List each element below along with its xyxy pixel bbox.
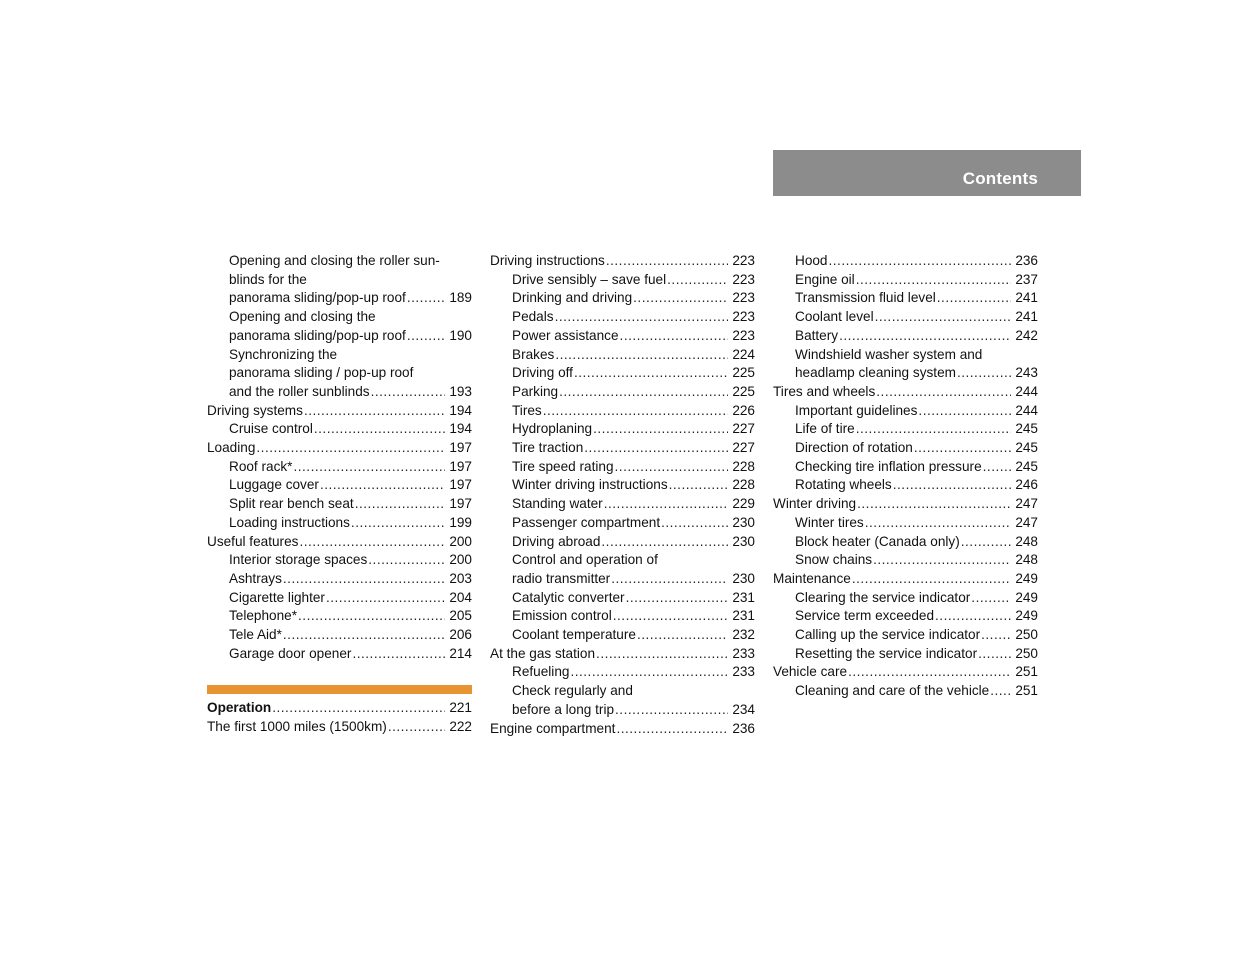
toc-entry-label: and the roller sunblinds bbox=[229, 383, 370, 399]
toc-entry[interactable] bbox=[773, 533, 1038, 552]
toc-entry-label: Emission control bbox=[512, 608, 612, 624]
toc-entry-page-number: 244 bbox=[1015, 383, 1038, 399]
toc-entry-label: Loading instructions bbox=[229, 514, 350, 530]
toc-entry-continuation bbox=[207, 364, 472, 383]
toc-entry-label: Ashtrays bbox=[229, 570, 282, 586]
dot-leader bbox=[848, 663, 1011, 682]
toc-entry[interactable] bbox=[207, 699, 472, 718]
toc-entry-continuation bbox=[490, 551, 755, 570]
toc-entry[interactable] bbox=[490, 570, 755, 589]
toc-entry-page-number: 249 bbox=[1015, 570, 1038, 586]
toc-entry-page-number: 197 bbox=[449, 458, 472, 474]
dot-leader bbox=[256, 439, 445, 458]
toc-entry[interactable] bbox=[490, 589, 755, 608]
dot-leader bbox=[283, 570, 445, 589]
toc-entry-label: Standing water bbox=[512, 496, 603, 512]
toc-entry-label: panorama sliding/pop-up roof bbox=[229, 290, 406, 306]
toc-entry-page-number: 230 bbox=[732, 533, 755, 549]
toc-entry-label: Catalytic converter bbox=[512, 589, 625, 605]
toc-entry-label: Control and operation of bbox=[512, 552, 658, 568]
toc-entry-page-number: 236 bbox=[1015, 253, 1038, 268]
dot-leader bbox=[555, 308, 728, 327]
dot-leader bbox=[584, 439, 728, 458]
toc-entry-label: Calling up the service indicator bbox=[795, 627, 981, 643]
dot-leader bbox=[914, 439, 1011, 458]
toc-entry-page-number: 251 bbox=[1015, 664, 1038, 680]
toc-entry-label: radio transmitter bbox=[512, 570, 611, 586]
toc-entry-page-number: 197 bbox=[449, 496, 472, 512]
toc-entry-continuation bbox=[207, 346, 472, 365]
toc-entry-page-number: 223 bbox=[732, 253, 755, 268]
dot-leader bbox=[611, 570, 728, 589]
toc-entry-page-number: 247 bbox=[1015, 514, 1038, 530]
toc-entry-label: Luggage cover bbox=[229, 477, 319, 493]
toc-entry[interactable] bbox=[773, 252, 1038, 271]
toc-entry[interactable] bbox=[490, 252, 755, 271]
toc-entry[interactable] bbox=[207, 476, 472, 495]
dot-leader bbox=[829, 252, 1012, 271]
dot-leader bbox=[355, 495, 445, 514]
section-divider-operation bbox=[207, 685, 472, 694]
dot-leader bbox=[839, 327, 1011, 346]
toc-entry-page-number: 222 bbox=[449, 719, 472, 735]
dot-leader bbox=[613, 607, 728, 626]
toc-entry[interactable] bbox=[773, 439, 1038, 458]
toc-entry[interactable] bbox=[490, 364, 755, 383]
toc-entry-label: Coolant temperature bbox=[512, 627, 636, 643]
toc-entry[interactable] bbox=[207, 289, 472, 308]
toc-entry-page-number: 241 bbox=[1015, 309, 1038, 325]
toc-entry[interactable] bbox=[773, 364, 1038, 383]
toc-entry-label: Vehicle care bbox=[773, 664, 848, 680]
toc-entry[interactable] bbox=[773, 589, 1038, 608]
toc-entry[interactable] bbox=[773, 458, 1038, 477]
toc-entry-label: Winter driving bbox=[773, 496, 857, 512]
dot-leader bbox=[661, 514, 728, 533]
toc-entry-label: Pedals bbox=[512, 309, 554, 325]
toc-entry[interactable] bbox=[490, 402, 755, 421]
toc-entry-label: Check regularly and bbox=[512, 683, 633, 699]
dot-leader bbox=[352, 645, 445, 664]
toc-entry-label: Life of tire bbox=[795, 421, 855, 437]
toc-entry[interactable] bbox=[773, 308, 1038, 327]
toc-column-1 bbox=[207, 252, 472, 737]
toc-entry-page-number: 199 bbox=[449, 514, 472, 530]
toc-entry-page-number: 223 bbox=[732, 309, 755, 325]
toc-entry-page-number: 223 bbox=[732, 290, 755, 306]
dot-leader bbox=[615, 458, 728, 477]
toc-entry-page-number: 223 bbox=[732, 327, 755, 343]
toc-entry[interactable] bbox=[207, 533, 472, 552]
dot-leader bbox=[326, 589, 445, 608]
dot-leader bbox=[304, 402, 445, 421]
toc-entry-label: Maintenance bbox=[773, 570, 851, 586]
dot-leader bbox=[555, 346, 728, 365]
toc-entry-label: Opening and closing the roller sun- bbox=[229, 253, 440, 268]
toc-entry-label: headlamp cleaning system bbox=[795, 365, 956, 381]
toc-entry-page-number: 214 bbox=[449, 645, 472, 661]
toc-entry[interactable] bbox=[773, 645, 1038, 664]
toc-entry-page-number: 243 bbox=[1015, 365, 1038, 381]
toc-entry-page-number: 206 bbox=[449, 627, 472, 643]
toc-entry-label: Opening and closing the bbox=[229, 309, 376, 325]
dot-leader bbox=[981, 626, 1011, 645]
toc-entry-label: Driving off bbox=[512, 365, 573, 381]
toc-entry-label: Windshield washer system and bbox=[795, 346, 983, 362]
toc-entry-label: Service term exceeded bbox=[795, 608, 935, 624]
toc-entry[interactable] bbox=[490, 383, 755, 402]
toc-entry-label: Transmission fluid level bbox=[795, 290, 936, 306]
toc-entry-page-number: 236 bbox=[732, 720, 755, 736]
toc-entry-label: Loading bbox=[207, 440, 256, 456]
toc-entry[interactable] bbox=[490, 533, 755, 552]
toc-entry-label: Cigarette lighter bbox=[229, 589, 325, 605]
toc-entry-label: Useful features bbox=[207, 533, 299, 549]
toc-entry-page-number: 232 bbox=[732, 627, 755, 643]
toc-entry[interactable] bbox=[773, 607, 1038, 626]
toc-entry-page-number: 223 bbox=[732, 271, 755, 287]
page-title: Contents bbox=[962, 169, 1038, 188]
toc-entry[interactable] bbox=[773, 289, 1038, 308]
dot-leader bbox=[606, 252, 728, 271]
toc-entries bbox=[207, 252, 472, 663]
toc-entry-page-number: 221 bbox=[449, 700, 472, 716]
toc-entry-page-number: 247 bbox=[1015, 496, 1038, 512]
dot-leader bbox=[604, 495, 728, 514]
toc-entry-page-number: 249 bbox=[1015, 589, 1038, 605]
toc-entry-page-number: 204 bbox=[449, 589, 472, 605]
toc-entry-page-number: 228 bbox=[732, 458, 755, 474]
toc-entry-page-number: 224 bbox=[732, 346, 755, 362]
dot-leader bbox=[559, 383, 728, 402]
toc-entry-continuation bbox=[207, 252, 472, 271]
contents-header-bar bbox=[773, 150, 1081, 196]
toc-entry[interactable] bbox=[773, 570, 1038, 589]
toc-entry[interactable] bbox=[773, 476, 1038, 495]
toc-entry-page-number: 242 bbox=[1015, 327, 1038, 343]
toc-entry-label: Brakes bbox=[512, 346, 555, 362]
dot-leader bbox=[593, 420, 728, 439]
toc-entry-label: Battery bbox=[795, 327, 839, 343]
toc-entry-page-number: 203 bbox=[449, 570, 472, 586]
dot-leader bbox=[283, 626, 445, 645]
toc-entry-label: Clearing the service indicator bbox=[795, 589, 971, 605]
toc-entry-label: Tele Aid* bbox=[229, 627, 282, 643]
toc-entry[interactable] bbox=[207, 645, 472, 664]
dot-leader bbox=[368, 551, 445, 570]
toc-entry-page-number: 241 bbox=[1015, 290, 1038, 306]
dot-leader bbox=[893, 476, 1011, 495]
dot-leader bbox=[983, 458, 1011, 477]
toc-entry[interactable] bbox=[773, 420, 1038, 439]
toc-entry-label: Driving abroad bbox=[512, 533, 601, 549]
toc-entry-label: Driving instructions bbox=[490, 253, 605, 268]
toc-entry-page-number: 249 bbox=[1015, 608, 1038, 624]
dot-leader bbox=[616, 720, 728, 739]
dot-leader bbox=[371, 383, 445, 402]
toc-entry[interactable] bbox=[207, 570, 472, 589]
toc-entry-label: Split rear bench seat bbox=[229, 496, 354, 512]
toc-entry-page-number: 194 bbox=[449, 421, 472, 437]
dot-leader bbox=[543, 402, 728, 421]
dot-leader bbox=[298, 607, 445, 626]
dot-leader bbox=[852, 570, 1011, 589]
toc-entry-page-number: 245 bbox=[1015, 458, 1038, 474]
toc-entry-label: Drive sensibly – save fuel bbox=[512, 271, 667, 287]
toc-entry-label: Hydroplaning bbox=[512, 421, 593, 437]
toc-entry[interactable] bbox=[490, 514, 755, 533]
toc-entry-page-number: 230 bbox=[732, 570, 755, 586]
toc-entry-page-number: 189 bbox=[449, 290, 472, 306]
toc-entry-label: Winter tires bbox=[795, 514, 864, 530]
toc-entry-label: blinds for the bbox=[229, 271, 307, 287]
toc-entry-page-number: 190 bbox=[449, 327, 472, 343]
dot-leader bbox=[865, 514, 1011, 533]
toc-entry-page-number: 197 bbox=[449, 477, 472, 493]
toc-entry[interactable] bbox=[490, 420, 755, 439]
toc-entry-label: Drinking and driving bbox=[512, 290, 633, 306]
dot-leader bbox=[620, 327, 728, 346]
dot-leader bbox=[876, 383, 1011, 402]
toc-entry[interactable] bbox=[490, 626, 755, 645]
toc-entry[interactable] bbox=[207, 383, 472, 402]
toc-entry-continuation bbox=[490, 682, 755, 701]
dot-leader bbox=[961, 533, 1011, 552]
toc-entry-page-number: 237 bbox=[1015, 271, 1038, 287]
toc-column-3 bbox=[773, 252, 1038, 701]
toc-entry[interactable] bbox=[207, 607, 472, 626]
toc-entry[interactable] bbox=[773, 402, 1038, 421]
toc-entry-page-number: 225 bbox=[732, 365, 755, 381]
dot-leader bbox=[293, 458, 445, 477]
toc-entry-label: Operation bbox=[207, 700, 272, 716]
dot-leader bbox=[615, 701, 728, 720]
toc-entry-page-number: 200 bbox=[449, 533, 472, 549]
toc-entry[interactable] bbox=[490, 663, 755, 682]
dot-leader bbox=[978, 645, 1011, 664]
toc-entry-label: Driving systems bbox=[207, 402, 303, 418]
toc-entry-label: Garage door opener bbox=[229, 645, 352, 661]
toc-entry[interactable] bbox=[207, 626, 472, 645]
toc-entry-page-number: 245 bbox=[1015, 421, 1038, 437]
dot-leader bbox=[574, 364, 728, 383]
toc-entry[interactable] bbox=[490, 327, 755, 346]
toc-entry-page-number: 244 bbox=[1015, 402, 1038, 418]
dot-leader bbox=[857, 495, 1011, 514]
toc-entry[interactable] bbox=[490, 495, 755, 514]
toc-entry-label: The first 1000 miles (1500km) bbox=[207, 719, 387, 735]
toc-entry[interactable] bbox=[773, 626, 1038, 645]
toc-entry[interactable] bbox=[207, 514, 472, 533]
toc-entry-page-number: 228 bbox=[732, 477, 755, 493]
toc-entry-page-number: 250 bbox=[1015, 627, 1038, 643]
toc-entry[interactable] bbox=[490, 701, 755, 720]
toc-entry-continuation bbox=[773, 346, 1038, 365]
dot-leader bbox=[990, 682, 1011, 701]
toc-entry-page-number: 230 bbox=[732, 514, 755, 530]
toc-entry-page-number: 234 bbox=[732, 701, 755, 717]
toc-entry-label: Tire speed rating bbox=[512, 458, 614, 474]
toc-entry[interactable] bbox=[207, 458, 472, 477]
toc-entries bbox=[490, 252, 755, 738]
dot-leader bbox=[856, 420, 1011, 439]
toc-entry[interactable] bbox=[490, 476, 755, 495]
dot-leader bbox=[351, 514, 445, 533]
toc-entry-label: Tire traction bbox=[512, 440, 584, 456]
toc-section-entries bbox=[207, 699, 472, 736]
toc-entry-label: panorama sliding/pop-up roof bbox=[229, 327, 406, 343]
toc-entry-label: Tires and wheels bbox=[773, 383, 876, 399]
toc-entry-page-number: 193 bbox=[449, 383, 472, 399]
toc-entry[interactable] bbox=[207, 402, 472, 421]
toc-entry-page-number: 229 bbox=[732, 496, 755, 512]
dot-leader bbox=[637, 626, 728, 645]
toc-entry[interactable] bbox=[207, 327, 472, 346]
toc-entry[interactable] bbox=[490, 439, 755, 458]
toc-entry-page-number: 250 bbox=[1015, 645, 1038, 661]
toc-entry[interactable] bbox=[207, 551, 472, 570]
toc-entry[interactable] bbox=[207, 439, 472, 458]
toc-entry-page-number: 231 bbox=[732, 589, 755, 605]
dot-leader bbox=[314, 420, 445, 439]
dot-leader bbox=[856, 271, 1011, 290]
toc-entry-label: Parking bbox=[512, 383, 559, 399]
toc-entry-label: Engine compartment bbox=[490, 720, 616, 736]
toc-entry[interactable] bbox=[773, 551, 1038, 570]
toc-entry-page-number: 251 bbox=[1015, 683, 1038, 699]
dot-leader bbox=[272, 699, 445, 718]
dot-leader bbox=[407, 289, 445, 308]
toc-entry-label: Passenger compartment bbox=[512, 514, 661, 530]
toc-entry[interactable] bbox=[773, 327, 1038, 346]
toc-entry-page-number: 194 bbox=[449, 402, 472, 418]
toc-entry-page-number: 197 bbox=[449, 440, 472, 456]
dot-leader bbox=[633, 289, 728, 308]
toc-entry-page-number: 227 bbox=[732, 440, 755, 456]
toc-entry-label: Cruise control bbox=[229, 421, 313, 437]
toc-entry-page-number: 248 bbox=[1015, 552, 1038, 568]
toc-entry[interactable] bbox=[773, 495, 1038, 514]
toc-entry-page-number: 200 bbox=[449, 552, 472, 568]
toc-entry-label: Refueling bbox=[512, 664, 570, 680]
toc-entry[interactable] bbox=[207, 420, 472, 439]
toc-entry[interactable] bbox=[207, 718, 472, 737]
toc-entry-label: Cleaning and care of the vehicle bbox=[795, 683, 990, 699]
dot-leader bbox=[875, 308, 1011, 327]
toc-entry[interactable] bbox=[490, 458, 755, 477]
toc-entry-continuation bbox=[207, 271, 472, 290]
dot-leader bbox=[971, 589, 1011, 608]
toc-entry-continuation bbox=[207, 308, 472, 327]
toc-entry[interactable] bbox=[490, 645, 755, 664]
toc-entry-page-number: 205 bbox=[449, 608, 472, 624]
toc-entry-label: Engine oil bbox=[795, 271, 855, 287]
toc-entry[interactable] bbox=[490, 308, 755, 327]
toc-entry-page-number: 233 bbox=[732, 645, 755, 661]
toc-entry-label: Important guidelines bbox=[795, 402, 918, 418]
dot-leader bbox=[937, 289, 1011, 308]
toc-entry[interactable] bbox=[207, 589, 472, 608]
dot-leader bbox=[407, 327, 445, 346]
toc-entries bbox=[773, 252, 1038, 701]
toc-entry-label: Checking tire inflation pressure bbox=[795, 458, 982, 474]
toc-entry[interactable] bbox=[773, 663, 1038, 682]
toc-entry-label: Interior storage spaces bbox=[229, 552, 368, 568]
toc-entry-page-number: 245 bbox=[1015, 440, 1038, 456]
toc-entry-page-number: 246 bbox=[1015, 477, 1038, 493]
toc-entry-label: Power assistance bbox=[512, 327, 619, 343]
toc-entry-label: Winter driving instructions bbox=[512, 477, 668, 493]
dot-leader bbox=[957, 364, 1011, 383]
toc-entry[interactable] bbox=[490, 607, 755, 626]
toc-entry-label: At the gas station bbox=[490, 645, 596, 661]
toc-entry-label: panorama sliding / pop-up roof bbox=[229, 365, 414, 381]
toc-entry-label: Block heater (Canada only) bbox=[795, 533, 960, 549]
toc-entry-label: Synchronizing the bbox=[229, 346, 338, 362]
toc-entry-page-number: 227 bbox=[732, 421, 755, 437]
toc-entry-label: Tires bbox=[512, 402, 542, 418]
toc-entry-page-number: 248 bbox=[1015, 533, 1038, 549]
dot-leader bbox=[873, 551, 1011, 570]
dot-leader bbox=[935, 607, 1011, 626]
dot-leader bbox=[320, 476, 445, 495]
dot-leader bbox=[601, 533, 728, 552]
dot-leader bbox=[667, 271, 728, 290]
toc-entry-label: Rotating wheels bbox=[795, 477, 892, 493]
toc-entry[interactable] bbox=[773, 271, 1038, 290]
dot-leader bbox=[596, 645, 728, 664]
toc-entry-page-number: 233 bbox=[732, 664, 755, 680]
toc-entry-label: Resetting the service indicator bbox=[795, 645, 978, 661]
dot-leader bbox=[918, 402, 1011, 421]
toc-entry-label: Snow chains bbox=[795, 552, 873, 568]
dot-leader bbox=[299, 533, 445, 552]
toc-entry-page-number: 225 bbox=[732, 383, 755, 399]
dot-leader bbox=[570, 663, 728, 682]
toc-entry[interactable] bbox=[773, 682, 1038, 701]
toc-entry-label: Coolant level bbox=[795, 309, 874, 325]
dot-leader bbox=[388, 718, 445, 737]
toc-entry[interactable] bbox=[490, 289, 755, 308]
toc-entry[interactable] bbox=[773, 383, 1038, 402]
toc-entry[interactable] bbox=[207, 495, 472, 514]
toc-entry-page-number: 226 bbox=[732, 402, 755, 418]
toc-entry-page-number: 231 bbox=[732, 608, 755, 624]
toc-entry-label: Direction of rotation bbox=[795, 440, 913, 456]
dot-leader bbox=[669, 476, 728, 495]
toc-entry[interactable] bbox=[490, 720, 755, 739]
toc-entry-label: Telephone* bbox=[229, 608, 298, 624]
toc-entry-label: before a long trip bbox=[512, 701, 615, 717]
toc-entry[interactable] bbox=[773, 514, 1038, 533]
toc-entry-label: Roof rack* bbox=[229, 458, 293, 474]
toc-entry[interactable] bbox=[490, 271, 755, 290]
toc-column-2 bbox=[490, 252, 755, 738]
toc-entry-label: Hood bbox=[795, 253, 828, 268]
toc-entry[interactable] bbox=[490, 346, 755, 365]
dot-leader bbox=[626, 589, 728, 608]
